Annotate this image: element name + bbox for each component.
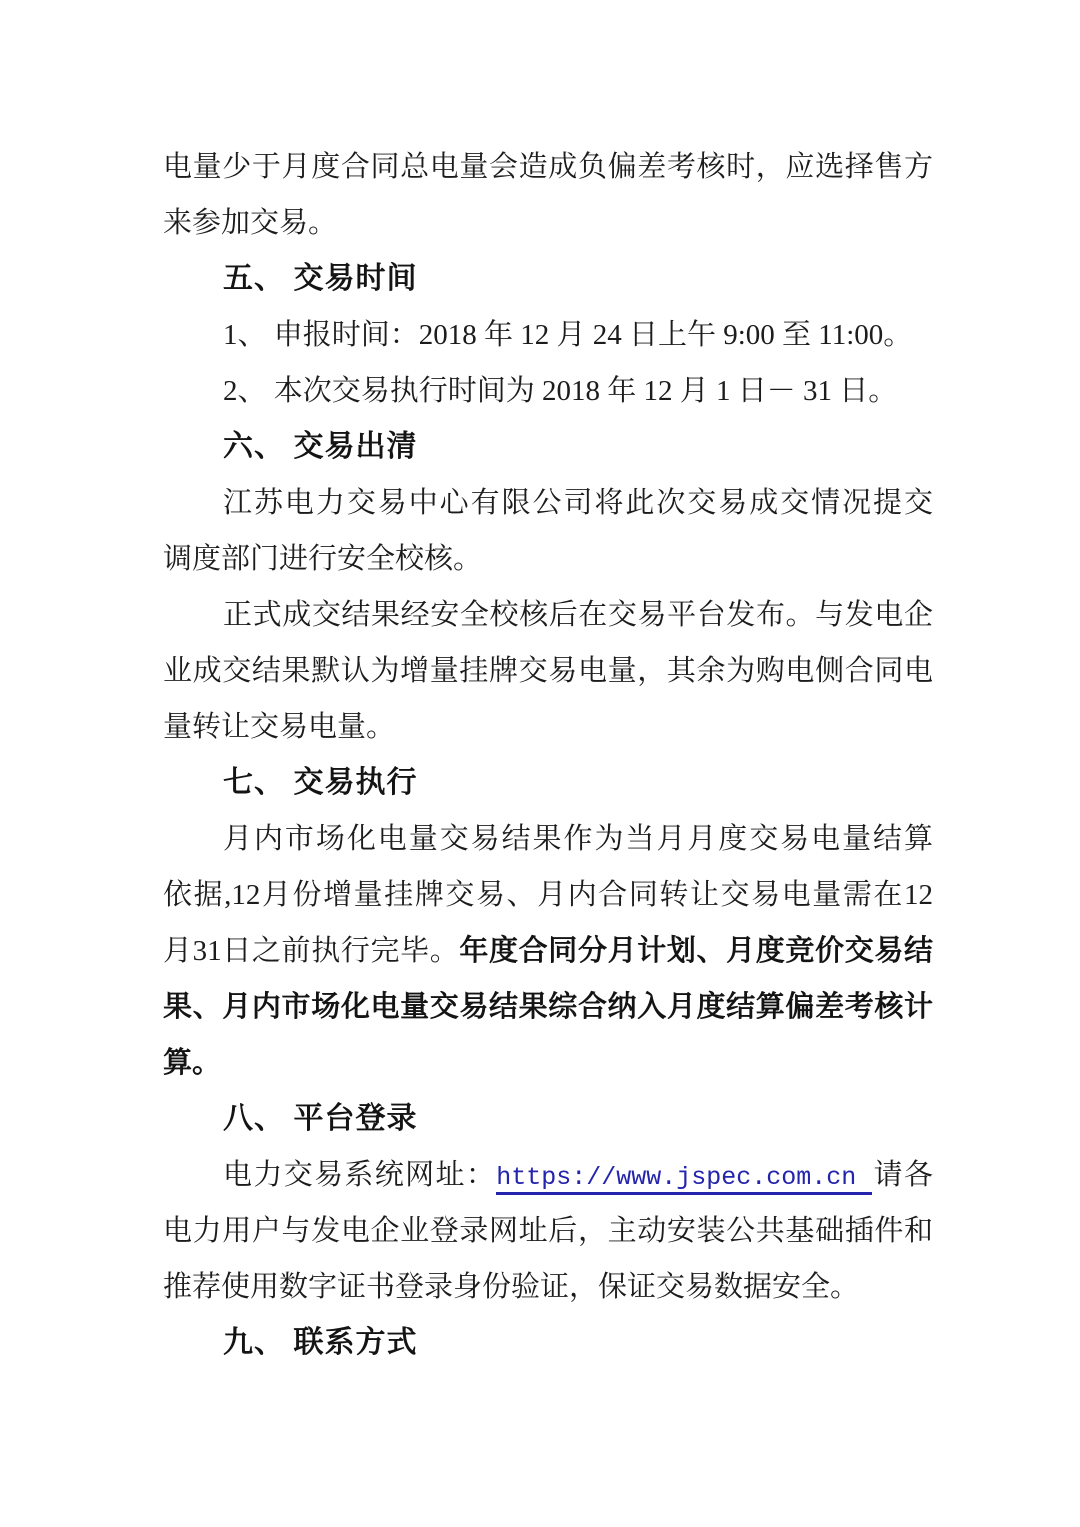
para-line: 依据,12月份增量挂牌交易、月内合同转让交易电量需在12 — [163, 879, 933, 911]
para-line-mixed-weight — [163, 923, 933, 979]
url-label-text: 电力交易系统网址： — [223, 1159, 497, 1191]
para-line: 业成交结果默认为增量挂牌交易电量，其余为购电侧合同电 — [163, 655, 933, 687]
para-line-bold: 果、月内市场化电量交易结果综合纳入月度结算偏差考核计 — [163, 991, 933, 1023]
para-line: 电力用户与发电企业登录网址后，主动安装公共基础插件和 — [163, 1215, 933, 1247]
para-end-line: 量转让交易电量。 — [163, 711, 396, 743]
normal-text-segment: 月31日之前执行完毕。 — [163, 935, 460, 967]
section-heading-9-contact-info: 九、 联系方式 — [223, 1326, 418, 1359]
section-heading-5-trading-time: 五、 交易时间 — [223, 262, 418, 295]
url-suffix-text: 请各 — [872, 1159, 933, 1191]
document-body — [163, 139, 933, 1371]
bold-text-segment: 年度合同分月计划、月度竞价交易结 — [459, 935, 933, 967]
section-heading-7-trade-execution: 七、 交易执行 — [223, 766, 418, 799]
para-line-with-link — [163, 1147, 933, 1203]
para-line: 江苏电力交易中心有限公司将此次交易成交情况提交 — [223, 487, 933, 519]
para-line: 月内市场化电量交易结果作为当月月度交易电量结算 — [223, 823, 933, 855]
list-item-1-declare-time: 1、 申报时间：2018 年 12 月 24 日上午 9:00 至 11:00。 — [223, 319, 913, 351]
list-item-2-execution-time: 2、 本次交易执行时间为 2018 年 12 月 1 日－ 31 日。 — [223, 375, 898, 407]
para-end-line: 来参加交易。 — [163, 207, 338, 239]
para-continuation-line: 电量少于月度合同总电量会造成负偏差考核时，应选择售方 — [163, 151, 933, 183]
trading-platform-url-link[interactable]: https://www.jspec.com.cn — [496, 1163, 872, 1195]
para-line: 正式成交结果经安全校核后在交易平台发布。与发电企 — [223, 599, 933, 631]
section-heading-6-trade-clearing: 六、 交易出清 — [223, 430, 418, 463]
para-end-line-bold: 算。 — [163, 1047, 222, 1079]
section-heading-8-platform-login: 八、 平台登录 — [223, 1102, 418, 1135]
para-end-line: 推荐使用数字证书登录身份验证，保证交易数据安全。 — [163, 1271, 860, 1303]
para-end-line: 调度部门进行安全校核。 — [163, 543, 483, 575]
